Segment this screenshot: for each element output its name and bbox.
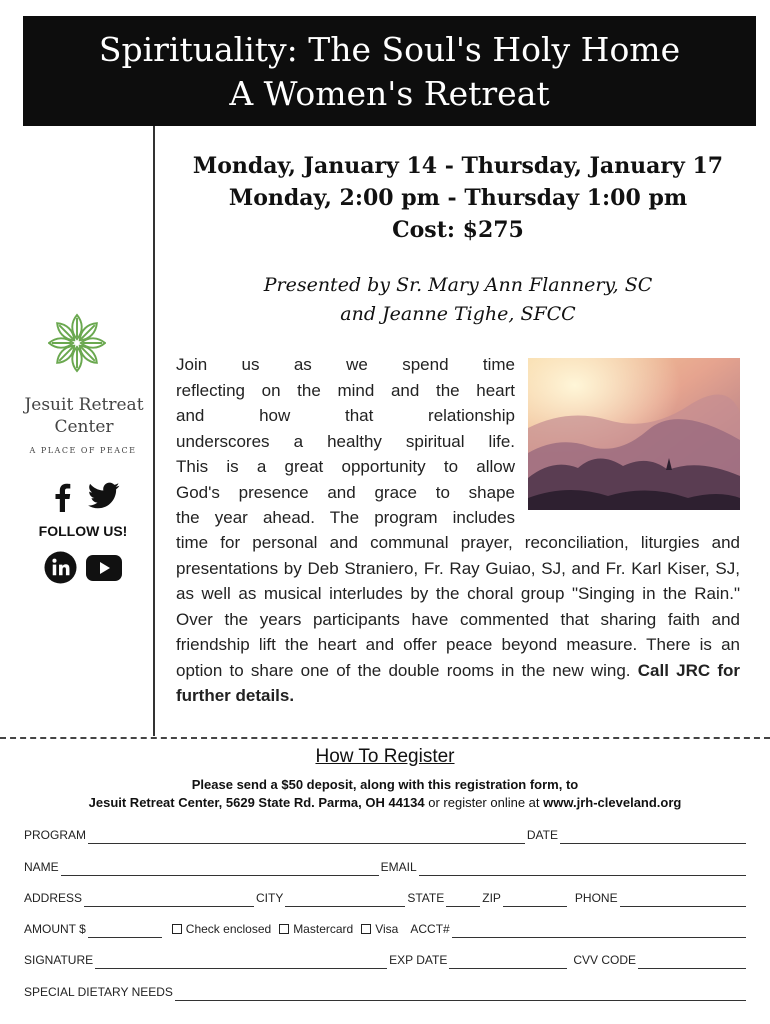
register-address: Jesuit Retreat Center, 5629 State Rd. Parma, OH 44134 — [88, 795, 425, 810]
visa-checkbox[interactable] — [361, 924, 371, 934]
linkedin-icon[interactable] — [44, 551, 77, 584]
register-instructions: Please send a $50 deposit, along with this registration form, to — [191, 777, 579, 792]
description-line: This is a great opportunity to allow — [176, 457, 515, 476]
leaf-flower-icon — [48, 312, 106, 374]
address-field[interactable] — [84, 893, 254, 907]
city-field[interactable] — [285, 893, 405, 907]
acct-field[interactable] — [452, 924, 746, 938]
facebook-icon[interactable] — [52, 482, 72, 512]
amount-label: AMOUNT $ — [24, 922, 86, 936]
check-enclosed-checkbox[interactable] — [172, 924, 182, 934]
description-line: Join us as we spend time — [176, 355, 515, 374]
form-row-payment — [24, 918, 748, 938]
state-field[interactable] — [446, 893, 480, 907]
presenters-line-2: and Jeanne Tighe, SFCC — [340, 303, 576, 325]
dietary-label: SPECIAL DIETARY NEEDS — [24, 985, 173, 999]
check-enclosed-label: Check enclosed — [185, 922, 272, 936]
exp-date-label: EXP DATE — [389, 953, 448, 967]
mastercard-label: Mastercard — [293, 922, 354, 936]
form-row-dietary — [24, 981, 748, 1001]
title-banner — [23, 16, 756, 126]
org-tagline: A PLACE OF PEACE — [29, 446, 137, 455]
follow-us-label: FOLLOW US! — [38, 523, 128, 539]
description-line: God's presence and grace to shape — [176, 482, 515, 502]
mountain-sunset-photo — [528, 358, 740, 510]
event-times: Monday, 2:00 pm - Thursday 1:00 pm — [228, 185, 688, 211]
city-label: CITY — [256, 891, 284, 905]
presenters-line-1: Presented by Sr. Mary Ann Flannery, SC — [263, 274, 653, 296]
youtube-icon[interactable] — [86, 555, 122, 581]
program-field[interactable] — [88, 830, 525, 844]
title-line-1: Spirituality: The Soul's Holy Home — [98, 30, 681, 69]
state-label: STATE — [407, 891, 445, 905]
email-field[interactable] — [419, 862, 746, 876]
visa-label: Visa — [375, 922, 399, 936]
name-label: NAME — [24, 860, 59, 874]
call-jrc-text: Call JRC for further details. — [176, 660, 740, 705]
amount-field[interactable] — [88, 924, 162, 938]
date-field[interactable] — [560, 830, 746, 844]
program-label: PROGRAM — [24, 828, 87, 842]
address-label: ADDRESS — [24, 891, 83, 905]
form-row-address — [24, 887, 748, 907]
org-name-line-1: Jesuit Retreat — [24, 395, 144, 415]
description-main-text — [176, 530, 740, 709]
name-field[interactable] — [61, 862, 379, 876]
dietary-field[interactable] — [175, 987, 746, 1001]
cvv-field[interactable] — [638, 955, 746, 969]
cvv-label: CVV CODE — [573, 953, 637, 967]
org-name — [14, 394, 154, 438]
exp-date-field[interactable] — [449, 955, 567, 969]
event-cost: Cost: $275 — [392, 217, 524, 243]
form-row-signature — [24, 949, 748, 969]
register-address-line — [0, 795, 770, 810]
title-line-2: A Women's Retreat — [229, 74, 550, 113]
acct-label: ACCT# — [410, 922, 450, 936]
email-label: EMAIL — [380, 860, 417, 874]
description-line: and how that relationship — [176, 406, 515, 425]
zip-label: ZIP — [482, 891, 501, 905]
description-line: underscores a healthy spiritual life. — [176, 431, 515, 451]
description-wrap-text — [176, 352, 515, 530]
description-line: reflecting on the mind and the heart — [176, 380, 515, 400]
register-title: How To Register — [315, 746, 455, 767]
date-label: DATE — [526, 828, 558, 842]
event-dates: Monday, January 14 - Thursday, January 17 — [192, 153, 724, 179]
mastercard-checkbox[interactable] — [279, 924, 289, 934]
description-line: the year ahead. The program includes — [176, 508, 515, 527]
register-or-online: or register online at — [424, 795, 544, 810]
phone-label: PHONE — [574, 891, 618, 905]
cut-line — [0, 737, 770, 739]
description-paragraph: time for personal and communal prayer, reconciliation, liturgies and presentations by Deb Straniero, Fr. Ray Guiao, SJ, and Fr. Karl Kiser, SJ, as well as musical interludes by the choral group "Singing in the Rain." Over the years participants have commented that sharing faith and friendship lift the heart and offer peace beyond measure. There is an option to share one of the double rooms in the new wing. — [176, 533, 740, 680]
org-name-line-2: Center — [54, 417, 114, 437]
phone-field[interactable] — [620, 893, 746, 907]
signature-field[interactable] — [95, 955, 387, 969]
twitter-icon[interactable] — [88, 482, 120, 510]
register-url[interactable]: www.jrh-cleveland.org — [543, 795, 682, 810]
form-row-program — [24, 824, 748, 844]
signature-label: SIGNATURE — [24, 953, 94, 967]
form-row-name — [24, 856, 748, 876]
zip-field[interactable] — [503, 893, 567, 907]
